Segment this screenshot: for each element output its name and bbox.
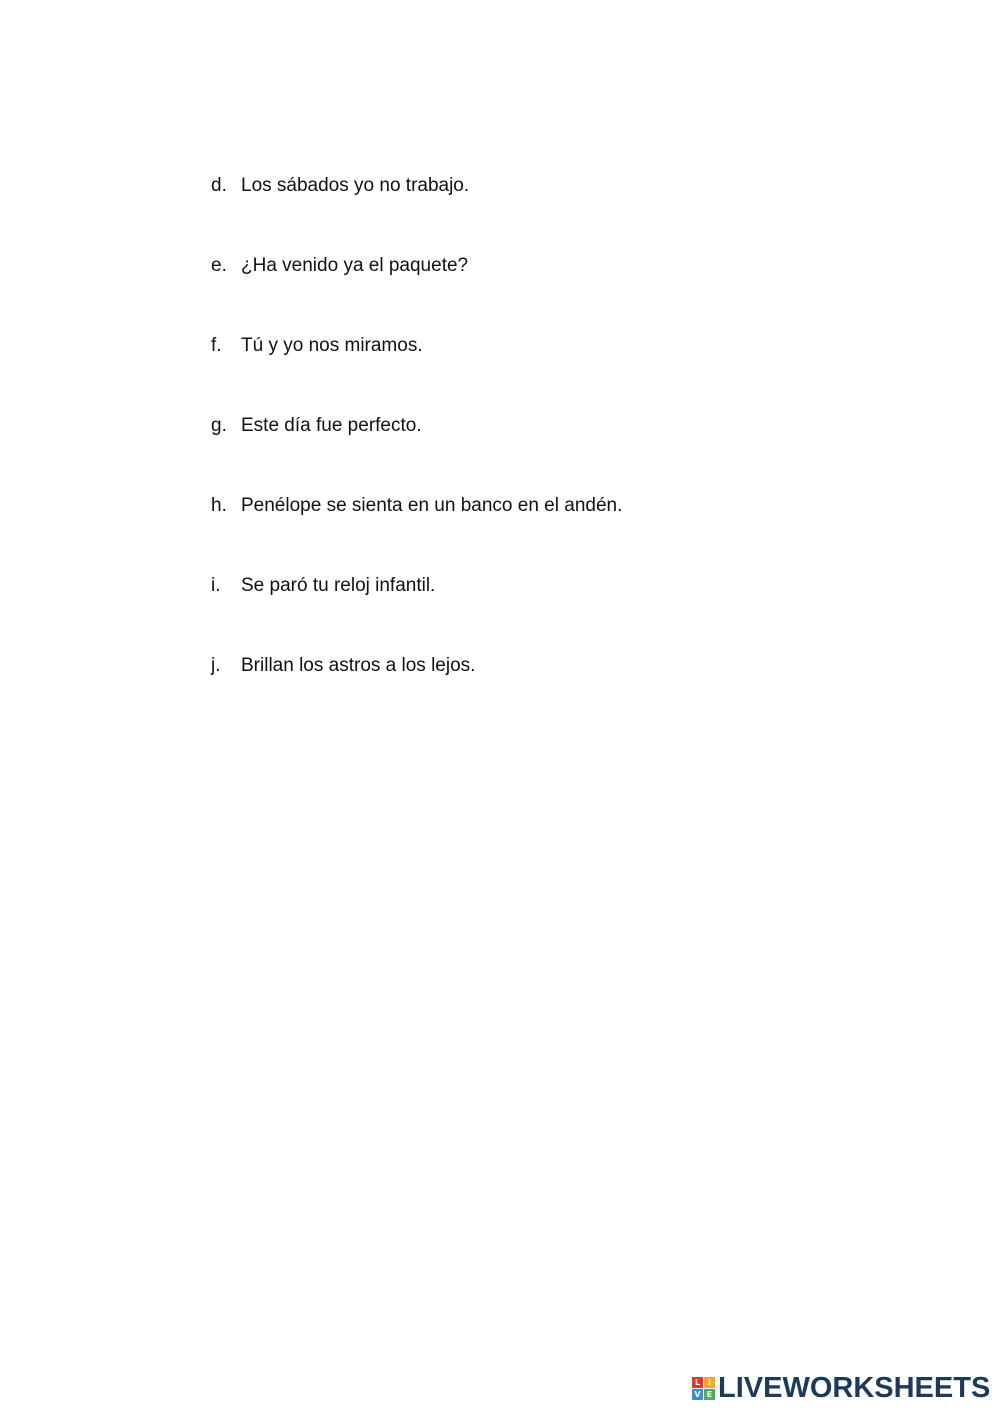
liveworksheets-brand — [692, 1374, 990, 1402]
logo-cell: L — [692, 1377, 703, 1388]
list-item — [211, 572, 622, 652]
item-text: ¿Ha venido ya el paquete? — [241, 255, 469, 276]
sentence-list — [211, 172, 622, 732]
item-text: Este día fue perfecto. — [241, 415, 422, 436]
list-item — [211, 332, 622, 412]
list-item — [211, 652, 622, 732]
item-text: Se paró tu reloj infantil. — [241, 575, 436, 596]
item-marker: h. — [211, 495, 227, 516]
list-item — [211, 172, 622, 252]
logo-cell: V — [692, 1389, 703, 1400]
item-text: Los sábados yo no trabajo. — [241, 175, 470, 196]
logo-cell: E — [704, 1389, 715, 1400]
item-marker: i. — [211, 575, 221, 596]
item-text: Brillan los astros a los lejos. — [241, 655, 476, 676]
item-text: Penélope se sienta en un banco en el andén. — [241, 495, 623, 516]
list-item — [211, 412, 622, 492]
brand-wordmark: LIVEWORKSHEETS — [718, 1372, 991, 1404]
item-marker: f. — [211, 335, 222, 356]
liveworksheets-logo-icon — [692, 1377, 715, 1400]
item-marker: g. — [211, 415, 227, 436]
item-text: Tú y yo nos miramos. — [241, 335, 423, 356]
item-marker: j. — [211, 655, 221, 676]
list-item — [211, 252, 622, 332]
list-item — [211, 492, 622, 572]
logo-cell: I — [704, 1377, 715, 1388]
item-marker: d. — [211, 175, 227, 196]
item-marker: e. — [211, 255, 227, 276]
